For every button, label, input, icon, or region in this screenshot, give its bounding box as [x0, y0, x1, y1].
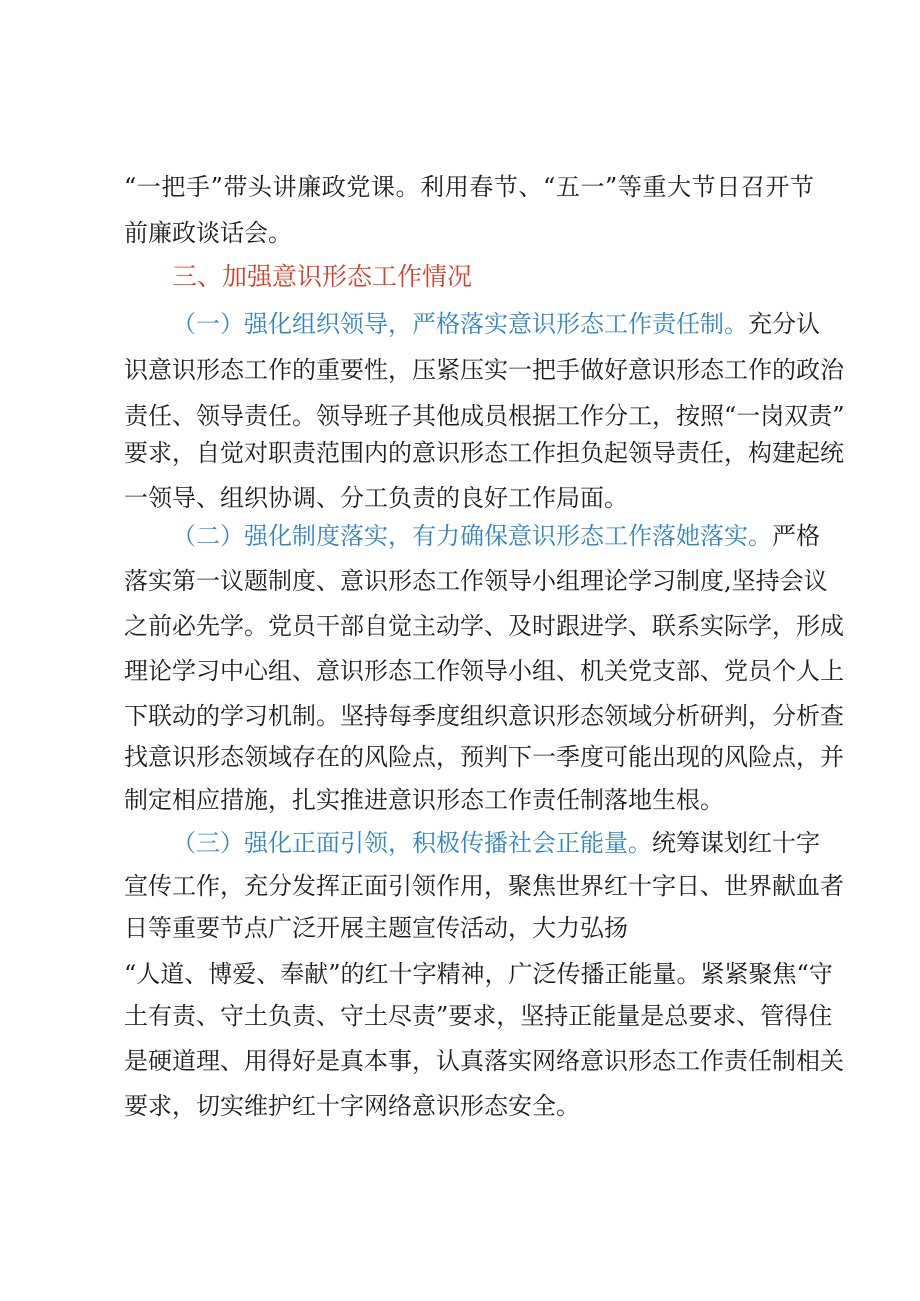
paragraph-line: 之前必先学。党员干部自觉主动学、及时跟进学、联系实际学，形成 — [124, 612, 844, 640]
subsection-first-line — [172, 308, 820, 340]
paragraph-line: “人道、博爱、奉献”的红十字精神，广泛传播正能量。紧紧聚焦“守 — [124, 960, 833, 988]
paragraph-line: 识意识形态工作的重要性，压紧压实一把手做好意识形态工作的政治 — [124, 356, 844, 384]
subsection-title: （一）强化组织领导，严格落实意识形态工作责任制。 — [172, 310, 748, 338]
paragraph-line: “一把手”带头讲廉政党课。利用春节、“五一”等重大节日召开节 — [124, 173, 814, 201]
paragraph-text: 充分认 — [748, 310, 820, 338]
paragraph-line: 要求，自觉对职责范围内的意识形态工作担负起领导责任，构建起统 — [124, 439, 844, 467]
subsection-first-line — [172, 520, 820, 552]
subsection-first-line — [172, 827, 820, 859]
section-heading: 三、加强意识形态工作情况 — [172, 262, 473, 291]
subsection-title: （三）强化正面引领，积极传播社会正能量。 — [172, 829, 652, 857]
paragraph-line: 落实第一议题制度、意识形态工作领导小组理论学习制度,坚持会议 — [124, 567, 828, 595]
paragraph-line: 土有责、守土负责、守土尽责”要求，坚持正能量是总要求、管得住 — [124, 1002, 833, 1030]
paragraph-line: 下联动的学习机制。坚持每季度组织意识形态领域分析研判，分析查 — [124, 702, 844, 730]
paragraph-line: 要求，切实维护红十字网络意识形态安全。 — [124, 1092, 580, 1120]
paragraph-line: 责任、领导责任。领导班子其他成员根据工作分工，按照“一岗双责” — [124, 402, 845, 430]
paragraph-line: 宣传工作，充分发挥正面引领作用，聚焦世界红十字日、世界献血者 — [124, 872, 844, 900]
paragraph-line: 日等重要节点广泛开展主题宣传活动，大力弘扬 — [124, 914, 628, 942]
paragraph-line: 制定相应措施，扎实推进意识形态工作责任制落地生根。 — [124, 786, 724, 814]
paragraph-line: 理论学习中心组、意识形态工作领导小组、机关党支部、党员个人上 — [124, 657, 844, 685]
paragraph-line: 前廉政谈话会。 — [124, 219, 292, 247]
paragraph-line: 找意识形态领域存在的风险点，预判下一季度可能出现的风险点，并 — [124, 743, 844, 771]
paragraph-line: 一领导、组织协调、分工负责的良好工作局面。 — [124, 484, 628, 512]
subsection-title: （二）强化制度落实，有力确保意识形态工作落她落实。 — [172, 522, 772, 550]
paragraph-text: 统筹谋划红十字 — [652, 829, 820, 857]
paragraph-text: 严格 — [772, 522, 820, 550]
paragraph-line: 是硬道理、用得好是真本事，认真落实网络意识形态工作责任制相关 — [124, 1047, 844, 1075]
